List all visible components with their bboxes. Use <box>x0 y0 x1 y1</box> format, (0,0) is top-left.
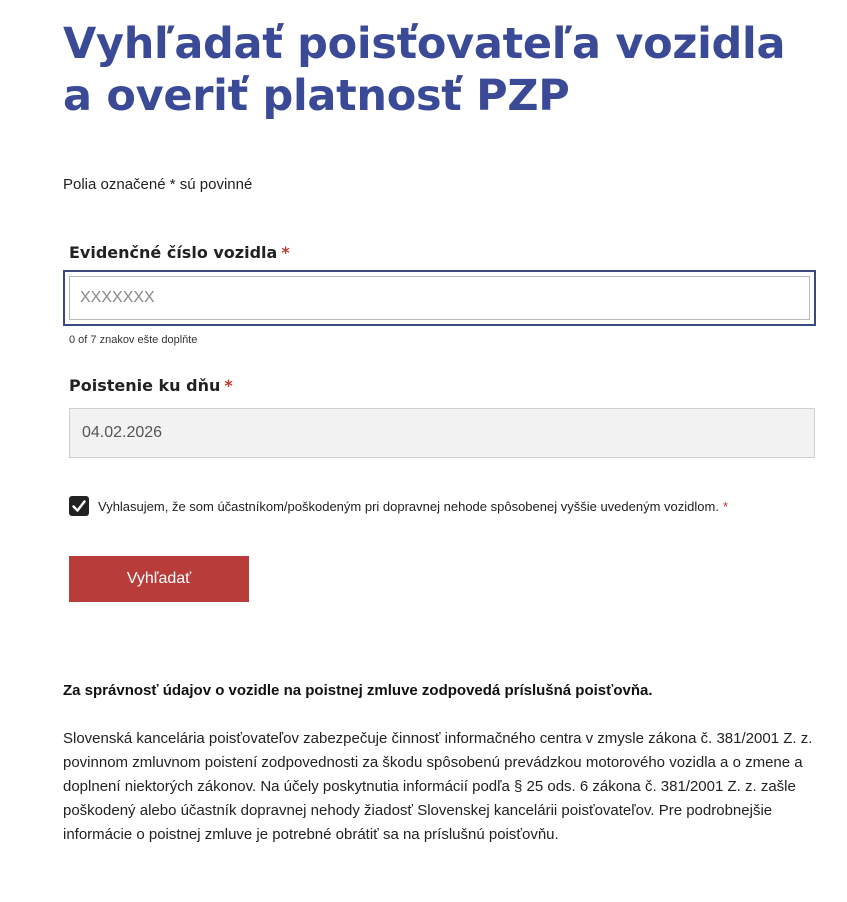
consent-checkbox[interactable] <box>69 496 89 516</box>
plate-number-focus-ring <box>63 270 816 326</box>
consent-row <box>69 496 728 516</box>
required-marker: * <box>224 376 233 395</box>
consent-text <box>98 499 728 514</box>
required-marker: * <box>722 498 729 514</box>
check-icon <box>71 498 87 514</box>
plate-number-label <box>69 243 290 262</box>
required-marker: * <box>281 243 290 262</box>
info-paragraph: Slovenská kancelária poisťovateľov zabezpečuje činnosť informačného centra v zmysle zákona č. 381/2001 Z. z. povinnom zmluvnom poistení zodpovednosti za škodu spôsobenú prevádzkou motorového vozidla a o zmene a doplnení niektorých zákonov. Na účely poskytnutia informácií podľa § 25 ods. 6 zákona č. 381/2001 Z. z. zašle poškodený alebo účastník dopravnej nehody žiadosť Slovenskej kancelárii poisťovateľov. Pre podrobnejšie informácie o poistnej zmluve je potrebné obrátiť sa na príslušnú poisťovňu. <box>63 730 813 843</box>
plate-number-input[interactable] <box>69 276 810 320</box>
page-title: Vyhľadať poisťovateľa vozidla a overiť platnosť PZP <box>63 19 786 121</box>
search-button[interactable]: Vyhľadať <box>69 556 249 602</box>
consent-label: Vyhlasujem, že som účastníkom/poškodeným pri dopravnej nehode spôsobenej vyššie uvedeným vozidlom. <box>98 498 719 514</box>
insurance-date-field[interactable] <box>69 408 815 458</box>
disclaimer-text: Za správnosť údajov o vozidle na poistnej zmluve zodpovedá príslušná poisťovňa. <box>63 682 653 699</box>
plate-char-counter: 0 of 7 znakov ešte doplňte <box>69 334 198 346</box>
plate-number-label-text: Evidenčné číslo vozidla <box>69 243 278 262</box>
insurance-date-label-text: Poistenie ku dňu <box>69 376 221 395</box>
required-fields-note: Polia označené * sú povinné <box>63 176 253 193</box>
insurance-date-label <box>69 376 233 395</box>
